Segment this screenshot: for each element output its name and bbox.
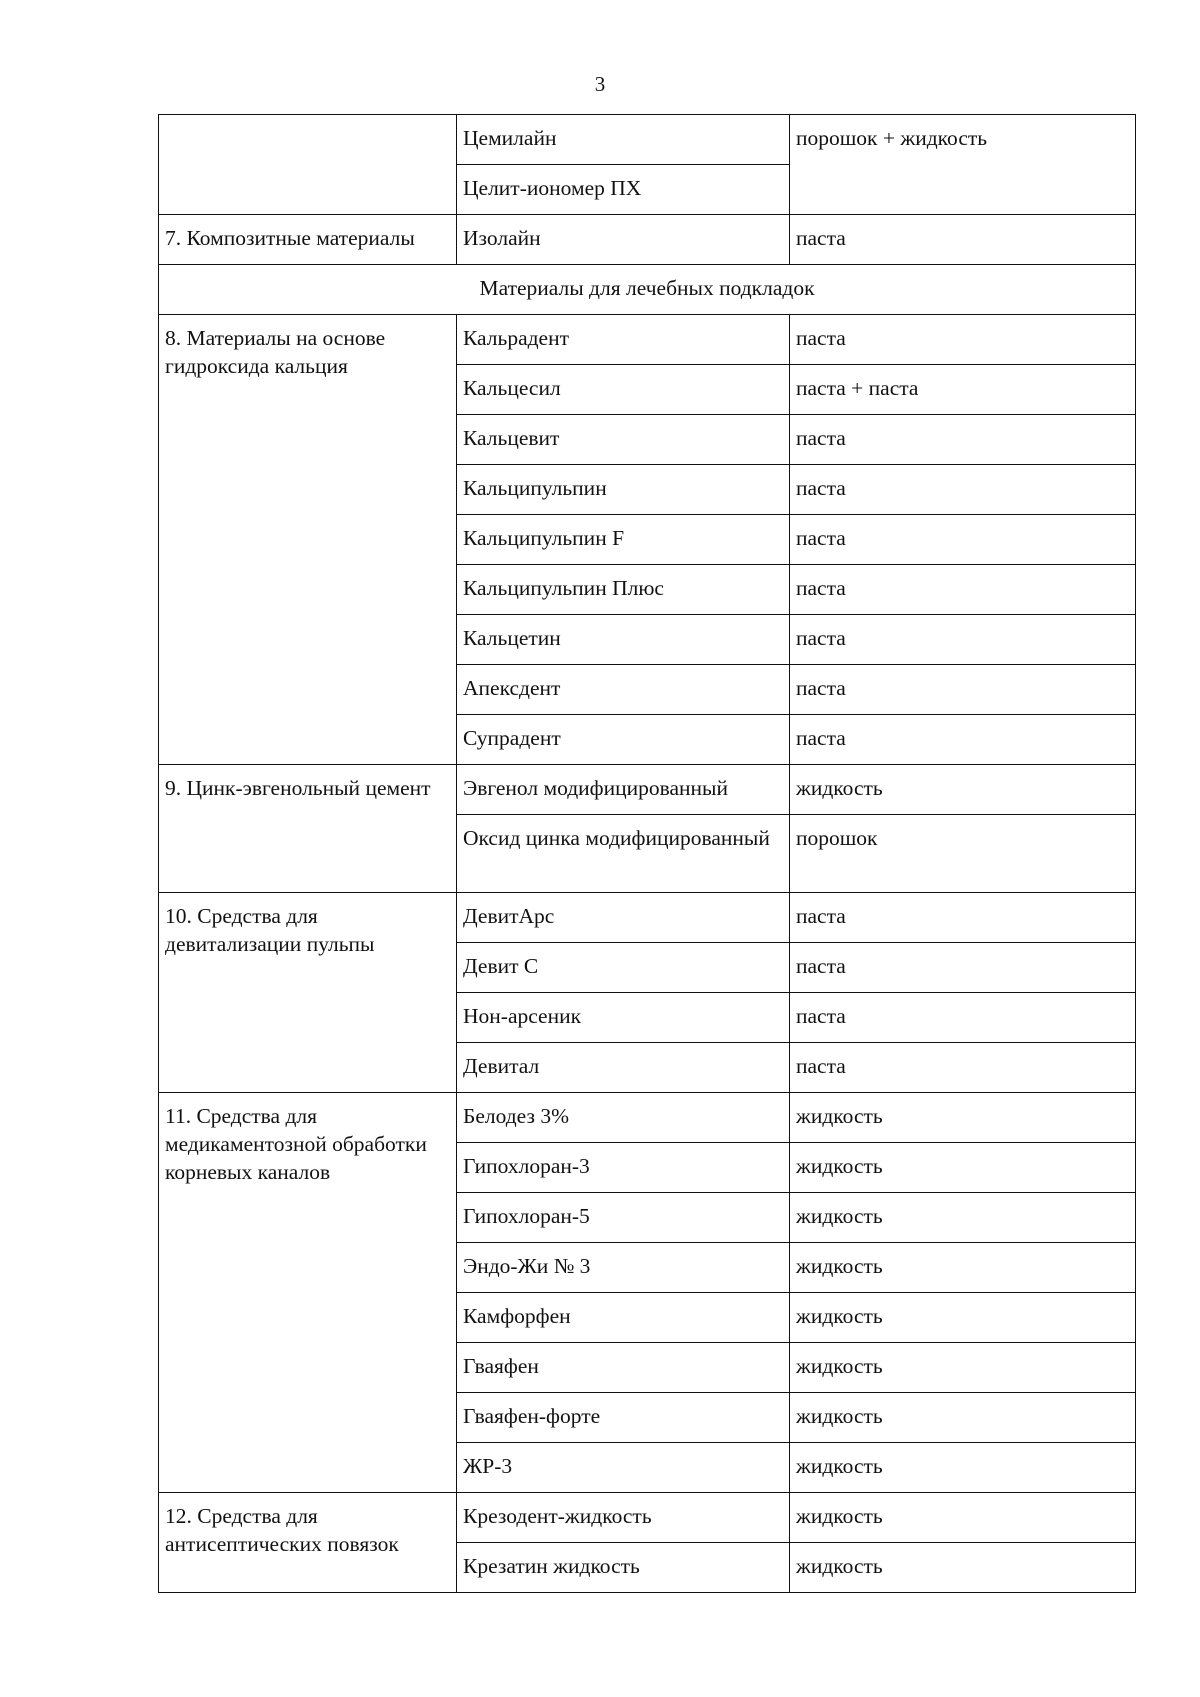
- form-cell: жидкость: [790, 1193, 1136, 1243]
- form-cell: жидкость: [790, 765, 1136, 815]
- category-cell: 7. Композитные материалы: [159, 215, 457, 265]
- product-name-cell: Целит-иономер ПХ: [457, 165, 790, 215]
- form-cell: порошок: [790, 815, 1136, 893]
- form-cell: жидкость: [790, 1343, 1136, 1393]
- product-name-cell: Крезодент-жидкость: [457, 1493, 790, 1543]
- product-name-cell: Гваяфен: [457, 1343, 790, 1393]
- product-name-cell: Супрадент: [457, 715, 790, 765]
- product-name-cell: Девит С: [457, 943, 790, 993]
- form-cell: паста: [790, 565, 1136, 615]
- product-name-cell: Апексдент: [457, 665, 790, 715]
- category-cell: 10. Средства для девитализации пульпы: [159, 893, 457, 1093]
- section-header: Материалы для лечебных подкладок: [159, 265, 1136, 315]
- form-cell: паста: [790, 943, 1136, 993]
- page-number: 3: [594, 72, 606, 96]
- materials-table: [158, 114, 1136, 1593]
- product-name-cell: ДевитАрс: [457, 893, 790, 943]
- product-name-cell: Кальципульпин Плюс: [457, 565, 790, 615]
- form-cell: паста + паста: [790, 365, 1136, 415]
- form-cell: паста: [790, 215, 1136, 265]
- form-cell: жидкость: [790, 1143, 1136, 1193]
- product-name-cell: ЖР-3: [457, 1443, 790, 1493]
- form-cell: паста: [790, 515, 1136, 565]
- category-cell: 9. Цинк-эвгенольный цемент: [159, 765, 457, 893]
- product-name-cell: Камфорфен: [457, 1293, 790, 1343]
- product-name-cell: Кальципульпин F: [457, 515, 790, 565]
- form-cell: паста: [790, 415, 1136, 465]
- table-row: [159, 1093, 1136, 1143]
- product-name-cell: Эндо-Жи № 3: [457, 1243, 790, 1293]
- form-cell: паста: [790, 665, 1136, 715]
- product-name-cell: Гипохлоран-5: [457, 1193, 790, 1243]
- form-cell: паста: [790, 893, 1136, 943]
- product-name-cell: Эвгенол модифицированный: [457, 765, 790, 815]
- category-cell: 12. Средства для антисептических повязок: [159, 1493, 457, 1593]
- form-cell: паста: [790, 1043, 1136, 1093]
- table-row: [159, 1493, 1136, 1543]
- product-name-cell: Гипохлоран-3: [457, 1143, 790, 1193]
- form-cell: жидкость: [790, 1393, 1136, 1443]
- product-name-cell: Девитал: [457, 1043, 790, 1093]
- table-row: [159, 893, 1136, 943]
- table-row: [159, 315, 1136, 365]
- product-name-cell: Крезатин жидкость: [457, 1543, 790, 1593]
- form-cell: паста: [790, 993, 1136, 1043]
- table-row: [159, 765, 1136, 815]
- category-cell: 8. Материалы на основе гидроксида кальция: [159, 315, 457, 765]
- product-name-cell: Кальципульпин: [457, 465, 790, 515]
- form-cell: порошок + жидкость: [790, 115, 1136, 215]
- table-row: [159, 265, 1136, 315]
- product-name-cell: Кальцетин: [457, 615, 790, 665]
- form-cell: жидкость: [790, 1493, 1136, 1543]
- product-name-cell: Цемилайн: [457, 115, 790, 165]
- product-name-cell: Гваяфен-форте: [457, 1393, 790, 1443]
- form-cell: паста: [790, 715, 1136, 765]
- category-cell: 11. Средства для медикаментозной обработки корневых каналов: [159, 1093, 457, 1493]
- product-name-cell: Изолайн: [457, 215, 790, 265]
- form-cell: паста: [790, 465, 1136, 515]
- form-cell: жидкость: [790, 1543, 1136, 1593]
- category-cell: [159, 115, 457, 215]
- product-name-cell: Кальцевит: [457, 415, 790, 465]
- product-name-cell: Кальцесил: [457, 365, 790, 415]
- form-cell: паста: [790, 615, 1136, 665]
- product-name-cell: Кальрадент: [457, 315, 790, 365]
- product-name-cell: Оксид цинка модифицированный: [457, 815, 790, 893]
- product-name-cell: Белодез 3%: [457, 1093, 790, 1143]
- product-name-cell: Нон-арсеник: [457, 993, 790, 1043]
- form-cell: жидкость: [790, 1243, 1136, 1293]
- table-row: [159, 115, 1136, 165]
- form-cell: паста: [790, 315, 1136, 365]
- table-row: [159, 215, 1136, 265]
- form-cell: жидкость: [790, 1443, 1136, 1493]
- form-cell: жидкость: [790, 1093, 1136, 1143]
- form-cell: жидкость: [790, 1293, 1136, 1343]
